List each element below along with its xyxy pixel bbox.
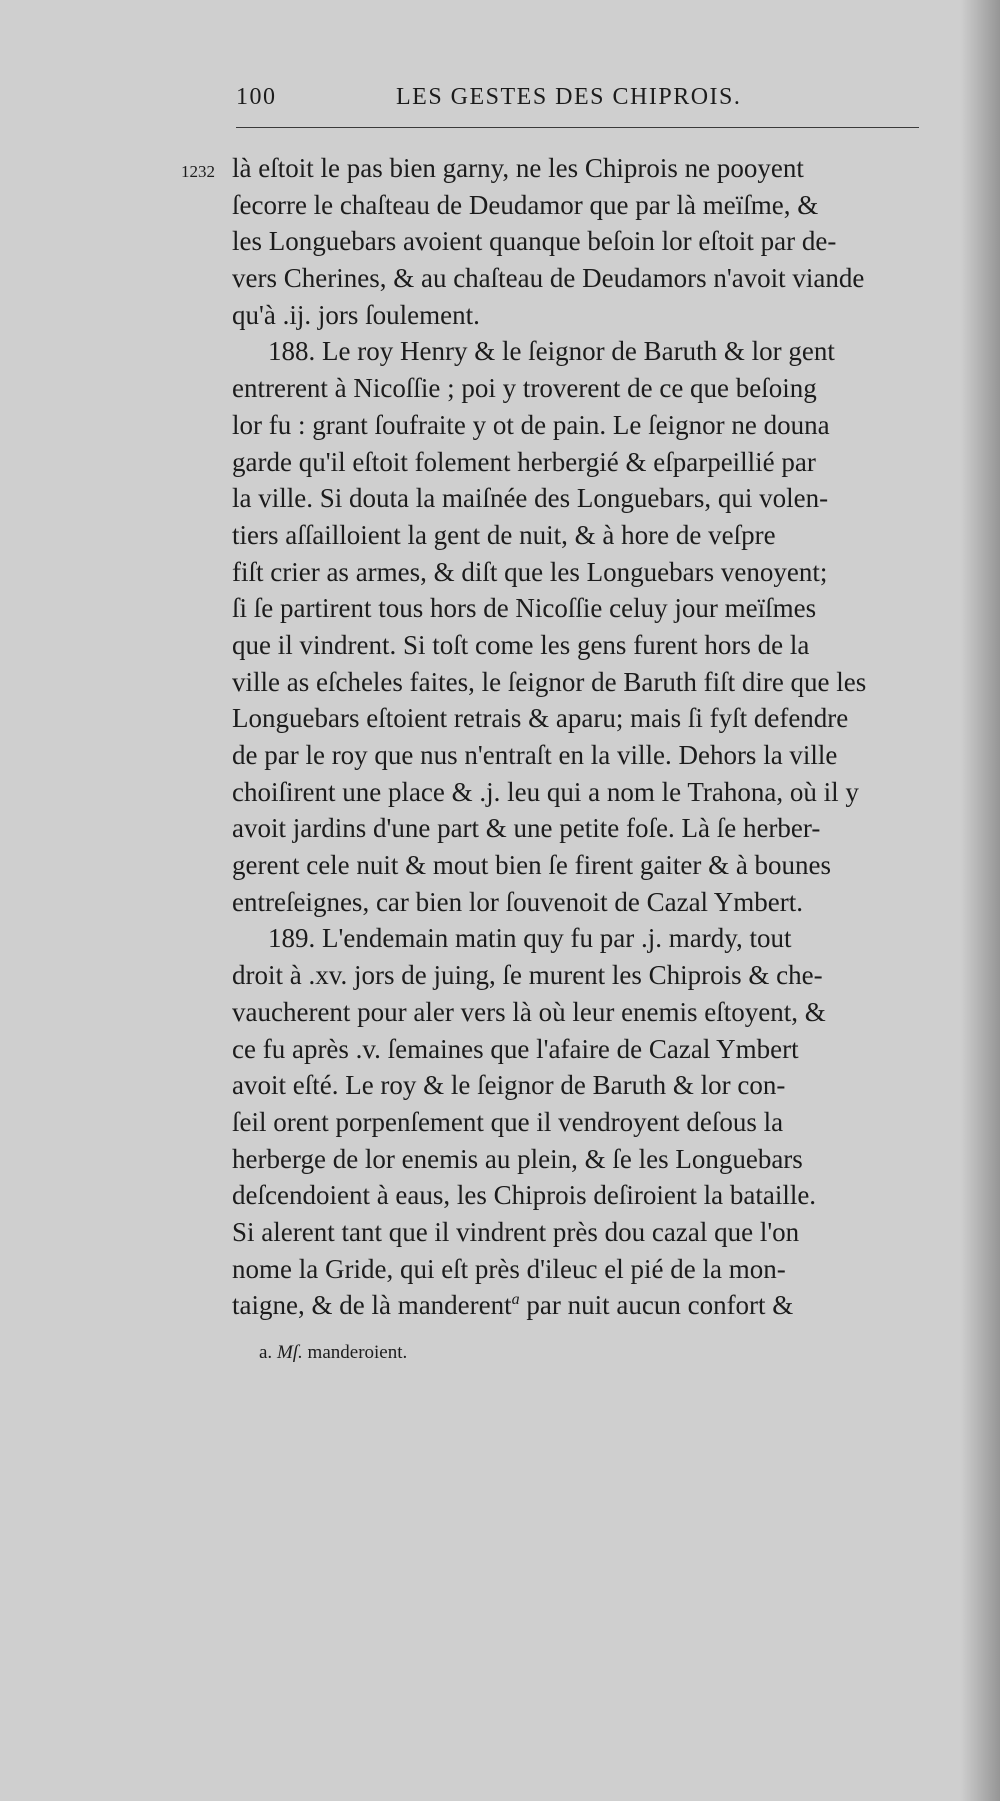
text-line-with-footnote-mark bbox=[232, 1287, 932, 1324]
text-line: Longuebars eſtoient retrais & aparu; mais ſi fyſt defendre bbox=[232, 703, 849, 734]
text-line: qu'à .ij. jors ſoulement. bbox=[232, 299, 480, 330]
text-fragment: par nuit aucun confort & bbox=[519, 1290, 794, 1321]
text-fragment: taigne, & de là manderent bbox=[232, 1290, 512, 1321]
text-line: Si alerent tant que il vindrent près dou cazal que l'on bbox=[232, 1216, 800, 1247]
text-line: que il vindrent. Si toſt come les gens furent hors de la bbox=[232, 629, 810, 660]
text-line: ſeil orent porpenſement que il vendroyent deſous la bbox=[232, 1106, 784, 1137]
text-line: nome la Gride, qui eſt près d'ileuc el pié de la mon- bbox=[232, 1253, 786, 1284]
text-line: là eſtoit le pas bien garny, ne les Chiprois ne pooyent bbox=[232, 153, 804, 183]
running-title: LES GESTES DES CHIPROIS. bbox=[396, 84, 742, 110]
text-line: ſecorre le chaſteau de Deudamor que par là meïſme, & bbox=[232, 189, 819, 220]
text-line: tiers aſſailloient la gent de nuit, & à hore de veſpre bbox=[232, 519, 776, 550]
text-line: entrerent à Nicoſſie ; poi y troverent de ce que beſoing bbox=[232, 373, 817, 404]
paragraph-188-start: 188. Le roy Henry & le ſeignor de Baruth & lor gent bbox=[268, 336, 835, 367]
footnote-marker: a bbox=[511, 1291, 520, 1309]
text-line: la ville. Si douta la maiſnée des Longuebars, qui volen- bbox=[232, 483, 829, 514]
text-line: choiſirent une place & .j. leu qui a nom le Trahona, où il y bbox=[232, 776, 859, 807]
footnote-source: Mſ. bbox=[276, 1342, 303, 1363]
margin-year: 1232 bbox=[181, 162, 215, 181]
body-text bbox=[232, 150, 932, 1324]
text-line: fiſt crier as armes, & diſt que les Longuebars venoyent; bbox=[232, 556, 828, 587]
footnote-text: manderoient. bbox=[307, 1342, 408, 1363]
text-line: les Longuebars avoient quanque beſoin lor eſtoit par de- bbox=[232, 226, 837, 257]
text-line: lor fu : grant ſoufraite y ot de pain. Le ſeignor ne douna bbox=[232, 409, 830, 440]
page-number: 100 bbox=[236, 84, 277, 110]
text-line: herberge de lor enemis au plein, & ſe les Longuebars bbox=[232, 1143, 803, 1174]
paragraph-189-start: 189. L'endemain matin quy fu par .j. mardy, tout bbox=[268, 923, 792, 954]
text-line: avoit eſté. Le roy & le ſeignor de Baruth & lor con- bbox=[232, 1070, 786, 1101]
text-line: gerent cele nuit & mout bien ſe firent gaiter & à bounes bbox=[232, 850, 832, 881]
text-line: ville as eſcheles faites, le ſeignor de Baruth fiſt dire que les bbox=[232, 666, 867, 697]
footnote-label: a. bbox=[259, 1342, 273, 1363]
text-line: vaucherent pour aler vers là où leur enemis eſtoyent, & bbox=[232, 996, 826, 1027]
text-line: entreſeignes, car bien lor ſouvenoit de Cazal Ymbert. bbox=[232, 886, 804, 917]
header-rule bbox=[236, 127, 919, 128]
footnote bbox=[259, 1342, 407, 1364]
text-line: deſcendoient à eaus, les Chiprois deſiroient la bataille. bbox=[232, 1180, 817, 1211]
page-edge-shadow bbox=[960, 0, 1000, 1801]
text-line: vers Cherines, & au chaſteau de Deudamors n'avoit viande bbox=[232, 263, 865, 294]
running-head bbox=[236, 78, 919, 118]
text-line: garde qu'il eſtoit folement herbergié & eſparpeillié par bbox=[232, 446, 816, 477]
text-line: ſi ſe partirent tous hors de Nicoſſie celuy jour meïſmes bbox=[232, 593, 817, 624]
text-line: de par le roy que nus n'entraſt en la ville. Dehors la ville bbox=[232, 740, 838, 770]
text-line: droit à .xv. jors de juing, ſe murent les Chiprois & che- bbox=[232, 960, 823, 991]
text-line: ce fu après .v. ſemaines que l'afaire de Cazal Ymbert bbox=[232, 1033, 799, 1064]
text-line: avoit jardins d'une part & une petite foſe. Là ſe herber- bbox=[232, 813, 821, 844]
